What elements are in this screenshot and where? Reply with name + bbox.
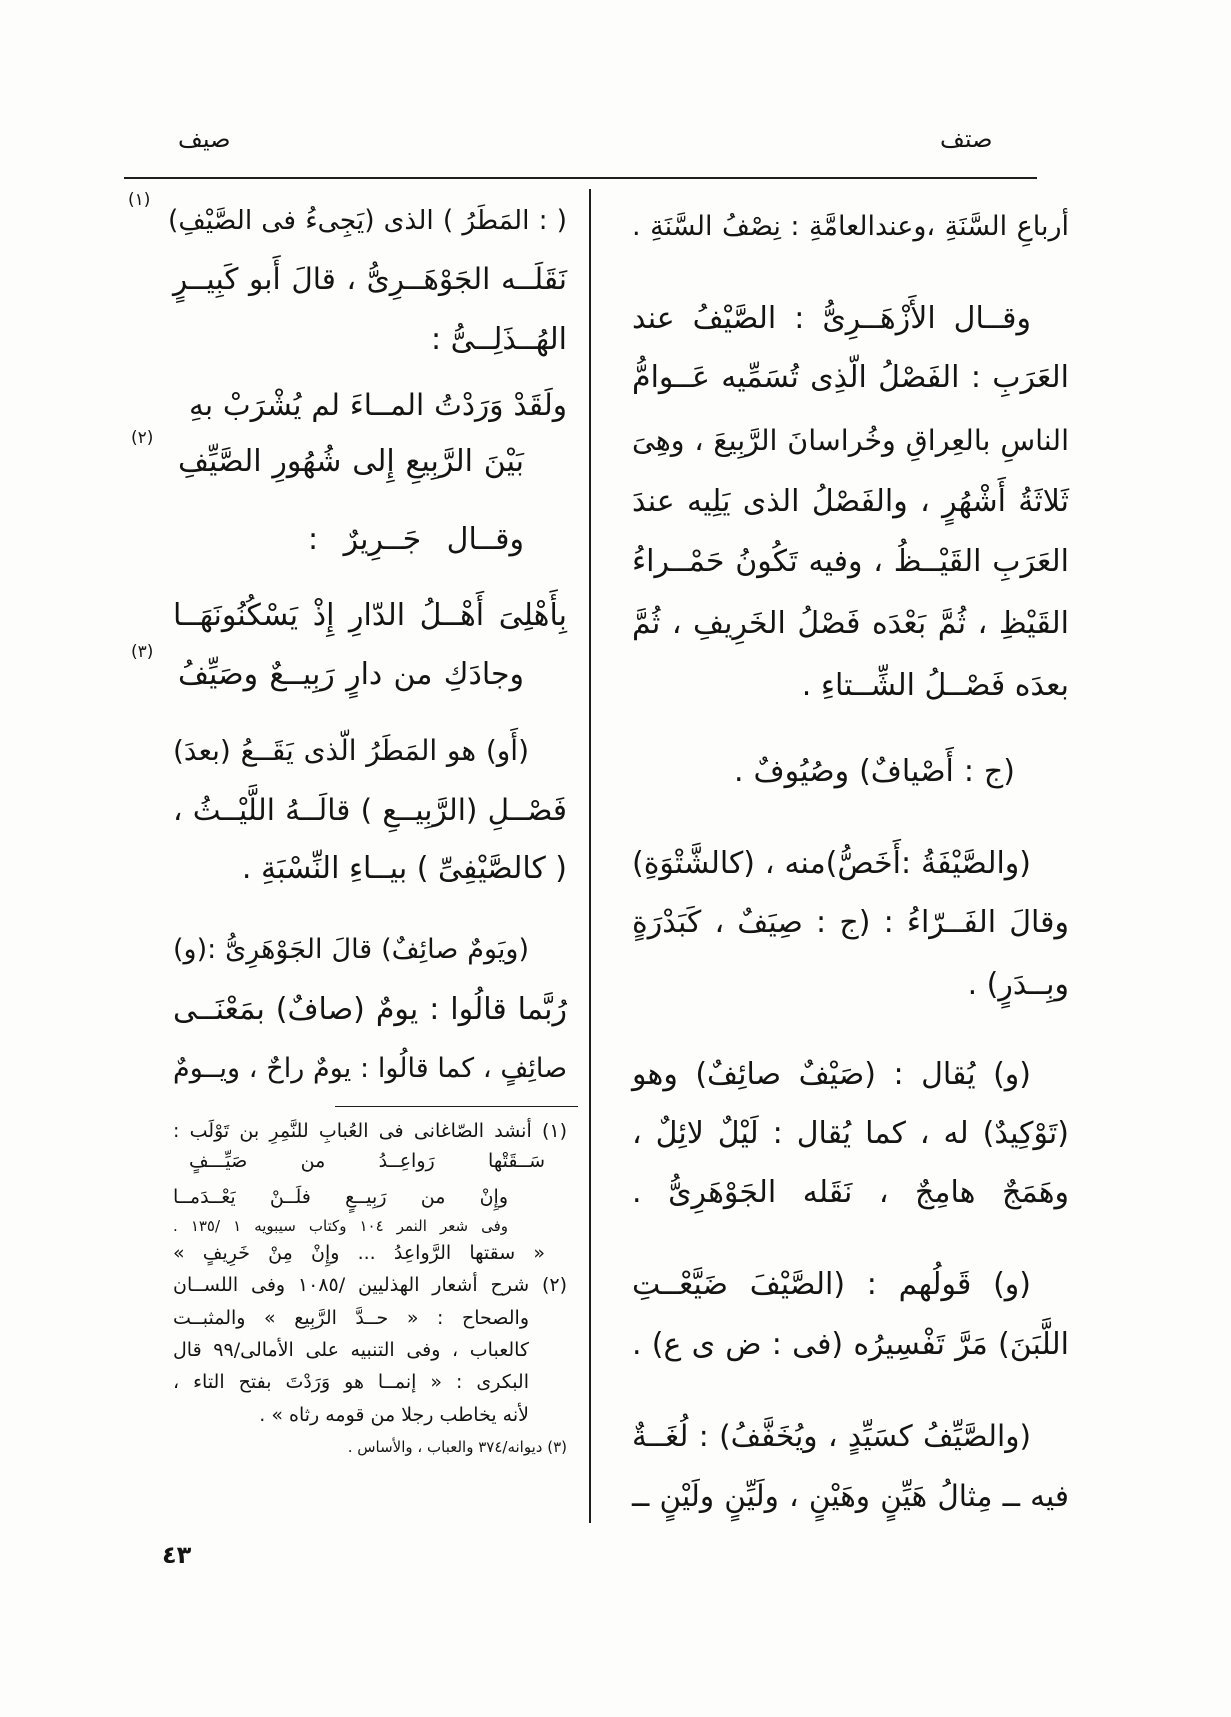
left-column-line: ( كالصَّيْفِىِّ ) بيــاءِ النِّسْبَةِ .: [241, 851, 567, 886]
left-column-line: رُبَّما قالُوا : يومٌ (صافٌ) بمَعْنَــى: [173, 992, 567, 1027]
right-column-line: (تَوْكِيدٌ) له ، كما يُقال : لَيْلٌ لائِلٌ ،: [632, 1116, 1069, 1151]
footnote-line: لأنه يخاطب رجلا من قومه رثاه » .: [259, 1404, 529, 1426]
right-column-line: وقــال الأَزْهَــرِىُّ : الصَّيْفُ عند: [632, 301, 1031, 336]
left-column-line: (ويَومٌ صائِفٌ) قالَ الجَوْهَرِىُّ :(و): [173, 934, 529, 965]
right-column-line: (والصَّيِّفُ كسَيِّدٍ ، ويُخَفَّفُ) : لُغَــةٌ: [632, 1419, 1031, 1453]
right-column-line: العَرَبِ القَيْــظُ ، وفيه تَكُونُ حَمْــراءُ: [632, 544, 1069, 579]
right-column-line: وبِــدَرٍ) .: [967, 967, 1069, 1002]
footnote-marker: (٢): [131, 428, 154, 448]
right-column-line: الناسِ بالعِراقِ وخُراسانَ الرَّبِيعَ ، وهِىَ: [632, 424, 1069, 457]
footnote-line: سَــقَتْها رَواعِــدُ من صَيِّـــفٍ: [189, 1150, 545, 1172]
footnote-line: كالعباب ، وفى التنبيه على الأمالى/٩٩ قال: [173, 1339, 529, 1361]
right-column-line: (والصَّيْفَةُ :أَخَصُّ)منه ، (كالشَّتْوَةِ): [632, 846, 1031, 881]
running-head-left: صيف: [178, 125, 231, 153]
right-column-line: وقالَ الفَــرّاءُ : (ج : صِيَفٌ ، كَبَدْرَةٍ: [632, 905, 1069, 940]
footnote-line: وإِنْ من رَبِيــعٍ فلَــنْ يَعْــدَمــا: [173, 1186, 508, 1208]
running-head-right: صتف: [940, 125, 993, 153]
left-column-line: (أَو) هو المَطَرُ الّذى يَقَــعُ (بعدَ): [173, 734, 529, 767]
footnote-line: (٣) ديوانه/٣٧٤ والعباب ، والأساس .: [347, 1438, 567, 1456]
right-column-line: العَرَبِ : الفَصْلُ الّذِى تُسَمِّيه عَــوامُّ: [632, 360, 1069, 395]
right-column-line: ثَلاثَةُ أَشْهُرٍ ، والفَصْلُ الذى يَلِيه عندَ: [632, 484, 1069, 519]
left-column-line: وقــال جَــرِيرٌ :: [308, 522, 524, 557]
column-divider: [589, 189, 591, 1523]
verse-line: وجادَكِ من دارٍ رَبِيــعٌ وصَيِّفُ: [178, 657, 524, 692]
verse-line: بَيْنَ الرَّبِيعِ إِلى شُهُورِ الصَّيِّفِ: [178, 444, 524, 479]
footnote-line: البكرى : « إنمــا هو وَرَدْتَ بفتح التاء ،: [173, 1371, 529, 1393]
footnote-separator: [335, 1106, 578, 1107]
right-column-line: فيه ــ مِثالُ هَيِّنٍ وهَيْنٍ ، ولَيِّنٍ ولَيْنٍ ــ: [632, 1479, 1069, 1513]
right-column-line: (و) يُقال : (صَيْفٌ صائِفٌ) وهو: [632, 1057, 1031, 1092]
footnote-line: وفى شعر النمر ١٠٤ وكتاب سيبويه ١ /١٣٥ .: [173, 1217, 508, 1235]
right-column-line: اللَّبَنَ) مَرَّ تَفْسِيرُه (فى : ض ى ع) .: [632, 1327, 1069, 1362]
right-column-line: وهَمَجٌ هامِجٌ ، نَقَله الجَوْهَرِىُّ .: [632, 1175, 1069, 1210]
footnote-line: « سقتها الرَّواعِدُ ... وإِنْ مِنْ خَرِيفٍ »: [173, 1242, 545, 1264]
footnote-line: (٢) شرح أشعار الهذليين /١٠٨٥ وفى اللســان: [173, 1274, 567, 1296]
footnote-marker: (١): [128, 190, 151, 210]
right-column-line: (و) قَولُهم : (الصَّيْفَ ضَيَّعْــتِ: [632, 1267, 1031, 1302]
left-column-line: الهُــذَلِــىُّ :: [431, 322, 567, 357]
footnote-line: (١) أنشد الصّاغانى فى العُبابِ للنَّمِرِ بن تَوْلَب :: [173, 1120, 567, 1142]
header-rule: [124, 177, 1037, 179]
right-column-line: القَيْظِ ، ثُمَّ بَعْدَه فَصْلُ الخَرِيفِ ، ثُمَّ: [632, 606, 1069, 641]
footnote-marker: (٣): [131, 642, 154, 662]
page-number: ٤٣: [162, 1541, 192, 1569]
right-column-line: بعدَه فَصْــلُ الشِّــتاءِ .: [801, 668, 1069, 703]
left-column-line: فَصْــلِ (الرَّبِيــعِ ) قالَــهُ اللَّيْــثُ ،: [173, 793, 567, 827]
footnote-line: والصحاح : « حــدَّ الرَّبِيع » والمثبــت: [173, 1307, 529, 1329]
verse-line: بِأَهْلِىَ أَهْــلُ الدّارِ إِذْ يَسْكُنُونَهَــا: [173, 598, 567, 633]
right-column-line: أرباعِ السَّنَةِ ،وعندالعامَّةِ : نِصْفُ السَّنَةِ .: [632, 211, 1069, 242]
left-column-line: ( : المَطَرُ ) الذى (يَجِىءُ فى الصَّيْفِ): [168, 205, 567, 236]
right-column-line: (ج : أَصْيافٌ) وصُيُوفٌ .: [734, 754, 1015, 789]
verse-line: ولَقَدْ وَرَدْتُ المــاءَ لم يُشْرَبْ بهِ: [189, 388, 567, 422]
left-column-line: نَقَلَــه الجَوْهَــرِىُّ ، قالَ أَبو كَبِيــرٍ: [173, 262, 567, 296]
left-column-line: صائِفٍ ، كما قالُوا : يومٌ راحٌ ، ويــومٌ: [173, 1053, 567, 1084]
